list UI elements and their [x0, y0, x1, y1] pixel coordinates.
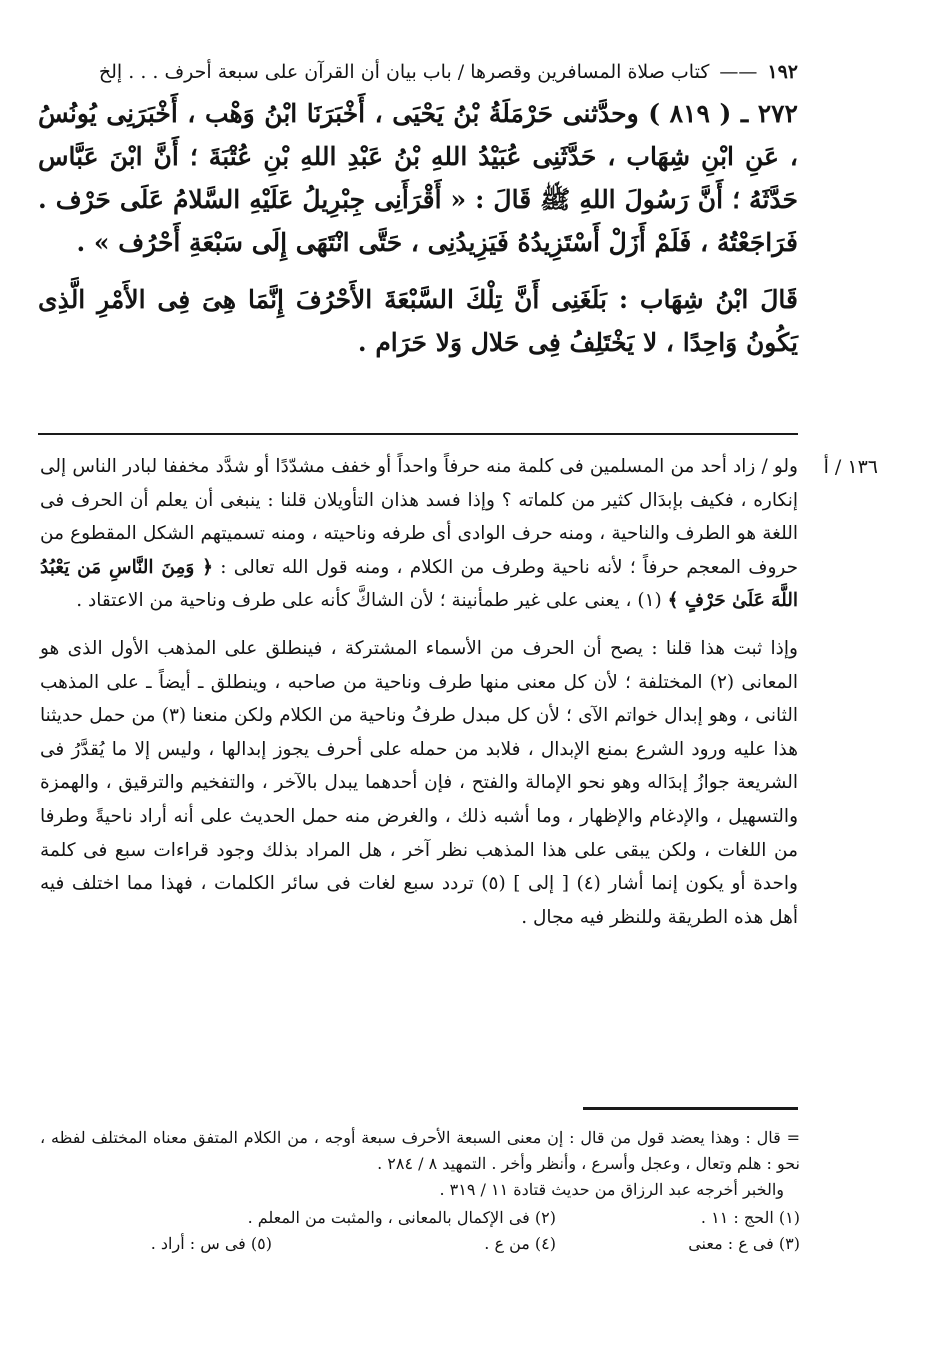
header-title: كتاب صلاة المسافرين وقصرها / باب بيان أن القرآن على سبعة أحرف . . . إلخ	[98, 61, 710, 83]
hadith-paragraph: ٢٧٢ ـ ( ٨١٩ ) وحدَّثنى حَرْمَلَةُ بْنُ يَحْيَى ، أَخْبَرَنَا ابْنُ وَهْب ، أَخْبَرَنِى يُونُسُ ، عَنِ ابْنِ شِهَاب ، حَدَّثَنِى عُبَيْدُ اللهِ بْنُ عَبْدِ اللهِ بْنِ عُتْبَةَ ؛ أَنَّ ابْنَ عَبَّاس حَدَّثَهُ ؛ أَنَّ رَسُولَ اللهِ ﷺ قَالَ : « أَقْرَأَنِى جِبْرِيلُ عَلَيْهِ السَّلامُ عَلَى حَرْف . فَرَاجَعْتُهُ ، فَلَمْ أَزَلْ أَسْتَزِيدُهُ فَيَزِيدُنِى ، حَتَّى انْتَهَى إِلَى سَبْعَةِ أَحْرُف » .	[38, 99, 798, 257]
quran-verse: ﴿ وَمِنَ النَّاسِ مَن يَعْبُدُ اللَّهَ عَلَىٰ حَرْفٍ ﴾	[40, 556, 798, 612]
header-dash: ——	[719, 61, 758, 83]
hadith-text	[38, 92, 798, 364]
commentary-paragraph: وإذا ثبت هذا قلنا : يصح أن الحرف من الأسماء المشتركة ، فينطلق على المذهب الأول الذى هو المعانى (٢) المختلفة ؛ لأن كل معنى منها طرف وناحية من صاحبه ، وينطلق ـ أيضاً ـ على المذهب الثانى ، وهو إبدال خواتم الآى ؛ لأن كل مبدل طرفُ وناحية من الكلام ولكن منعنا (٣) من حمل حديثنا هذا عليه ورود الشرع بمنع الإبدال ، فلابد من حمله على أحرف يجوز إبدالها ، وليس إلا ما يُقدَّرُ فى الشريعة جوازُ إبدَاله وهو نحو الإمالة والفتح ، فإن أحدهما يبدل بالآخر ، والتفخيم والترقيق ، والهمزة والتسهيل ، والإدغام والإظهار ، وما أشبه ذلك ، والغرض منه حمل الحديث على أنه أراد ناحيةً وطرفا من اللغات ، ولكن يبقى على هذا المذهب نظر آخر ، هل المراد بذلك وجود قراءات سبع فى كلمة واحدة أو يكون إنما أشار (٤) [ إلى ] (٥) تردد سبع لغات فى سائر الكلمات ، فهذا مما اختلف فيه أهل هذه الطريقة وللنظر فيه مجال .	[40, 637, 798, 928]
margin-folio-note: ١٣٦ / أ	[823, 456, 878, 478]
footnote-list	[40, 1205, 800, 1257]
page-number: ١٩٢	[767, 61, 798, 83]
commentary-text-run: ولو / زاد أحد من المسلمين فى كلمة منه حرفاً واحداً أو خفف مشدّدًا أو شدَّد مخففا لبادر الناس إلى إنكاره ، فكيف بإبدَال كثير من كلماته ؟ وإذا فسد هذان التأويلان قلنا : ينبغى أن يعلم أن الحرف فى اللغة هو الطرف والناحية ، ومنه حرف الوادى أى طرفه وناحيته ، ومنه تسميتهم الشكل المقطوع من حروف المعجم حرفاً ؛ لأنه ناحية وطرف من الكلام ، ومنه قول الله تعالى :	[40, 456, 799, 578]
commentary-text	[40, 450, 798, 934]
footnote-item: (٢) فى الإكمال بالمعانى ، والمثبت من المعلم .	[247, 1208, 556, 1227]
footnotes	[40, 1125, 800, 1257]
footnote-divider	[583, 1107, 798, 1110]
footnote-source: والخبر أخرجه عبد الرزاق من حديث قتادة ١١ / ٣١٩ .	[439, 1180, 784, 1199]
footnote-item: (٣) فى ع : معنى	[688, 1234, 800, 1253]
footnote-continuation: = قال : وهذا يعضد قول من قال : إن معنى السبعة الأحرف سبعة أوجه ، من الكلام المتفق معناه المختلف لفظه ، نحو : هلم وتعال ، وعجل وأسرع ، وأنظر وأخر . التمهيد ٨ / ٢٨٤ .	[40, 1128, 800, 1173]
footnote-item: (٤) من ع .	[484, 1234, 556, 1253]
commentary-text-run: (١) ، يعنى على غير طمأنينة ؛ لأن الشاكَّ كأنه على طرف وناحية من الاعتقاد .	[76, 590, 662, 612]
hadith-paragraph: قَالَ ابْنُ شِهَاب : بَلَغَنِى أَنَّ تِلْكَ السَّبْعَةَ الأَحْرُفَ إِنَّمَا هِىَ فِى الأَمْرِ الَّذِى يَكُونُ وَاحِدًا ، لا يَخْتَلِفُ فِى حَلال وَلا حَرَام .	[38, 285, 798, 357]
footnote-item: (٥) فى س : أراد .	[150, 1234, 272, 1253]
footnote-item: (١) الحج : ١١ .	[700, 1208, 800, 1227]
running-header	[40, 58, 798, 86]
commentary-paragraph	[40, 450, 798, 618]
section-divider	[38, 433, 798, 435]
